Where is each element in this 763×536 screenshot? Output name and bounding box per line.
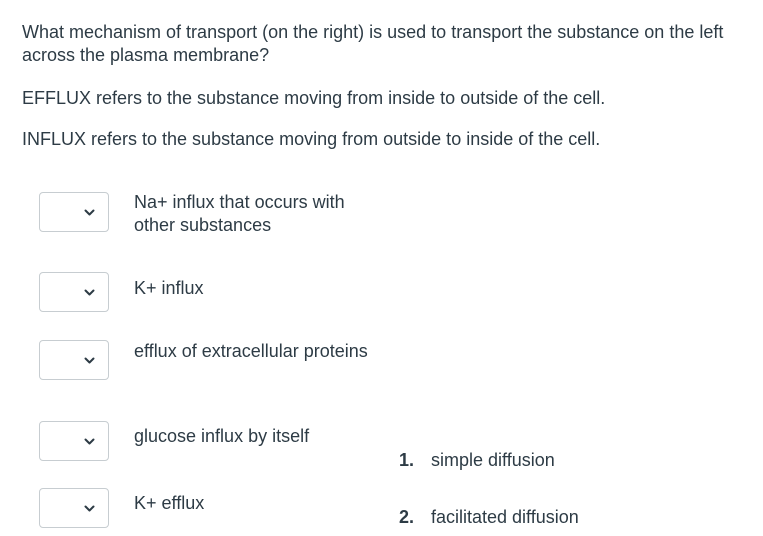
answer-option-2 (399, 506, 579, 529)
chevron-down-icon (84, 289, 95, 297)
match-select-1[interactable] (39, 192, 109, 232)
match-item-label-3: efflux of extracellular proteins (134, 341, 368, 361)
answer-label: simple diffusion (431, 450, 555, 470)
match-select-3[interactable] (39, 340, 109, 380)
chevron-down-icon (84, 438, 95, 446)
match-item-label-2: K+ influx (134, 278, 204, 298)
chevron-down-icon (84, 357, 95, 365)
answer-label: facilitated diffusion (431, 507, 579, 527)
match-item-label-1: Na+ influx that occurs with other substances (134, 192, 345, 235)
answer-option-1 (399, 449, 555, 472)
answer-number: 2. (399, 507, 415, 527)
match-item-label-4: glucose influx by itself (134, 426, 310, 446)
answer-number: 1. (399, 450, 415, 470)
match-select-2[interactable] (39, 272, 109, 312)
chevron-down-icon (84, 209, 95, 217)
match-item-label-5: K+ efflux (134, 493, 205, 513)
question-prompt: What mechanism of transport (on the right) is used to transport the substance on the left across the plasma membrane? (22, 22, 724, 65)
match-select-4[interactable] (39, 421, 109, 461)
influx-definition: INFLUX refers to the substance moving from outside to inside of the cell. (22, 129, 601, 149)
chevron-down-icon (84, 505, 95, 513)
match-select-5[interactable] (39, 488, 109, 528)
efflux-definition: EFFLUX refers to the substance moving from inside to outside of the cell. (22, 88, 606, 108)
